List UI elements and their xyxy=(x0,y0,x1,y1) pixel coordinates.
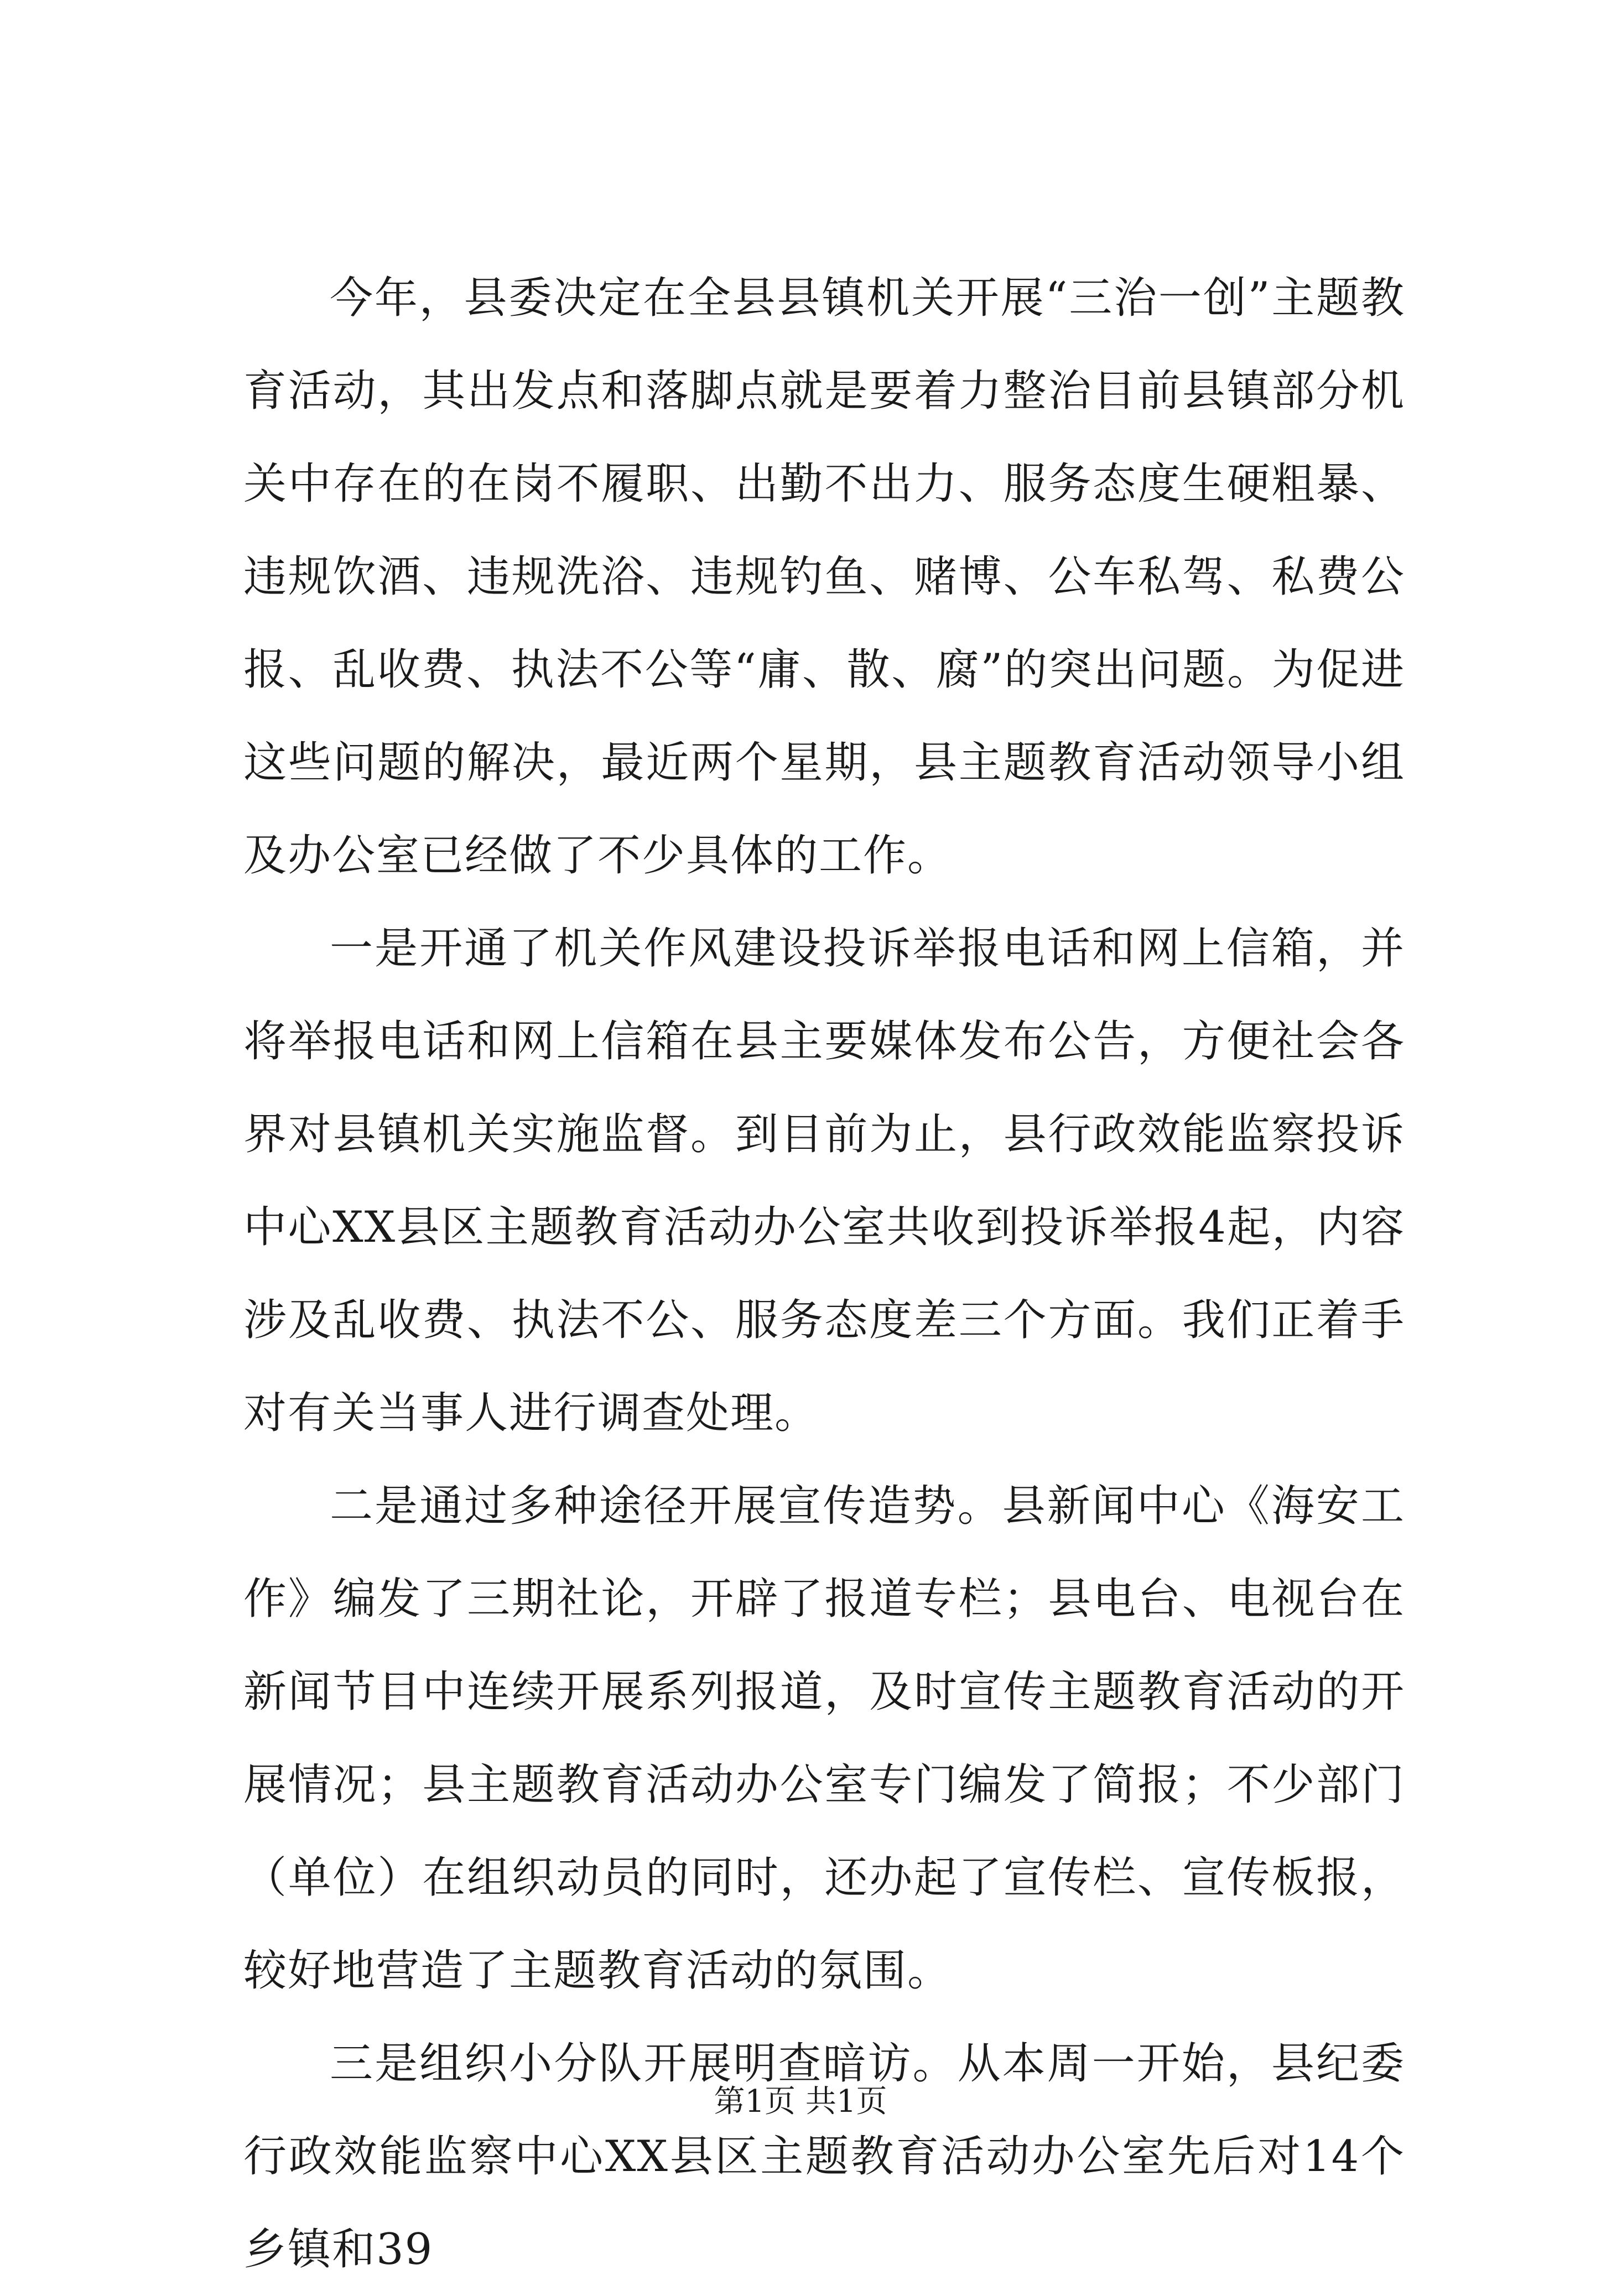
paragraph-item-one: 一是开通了机关作风建设投诉举报电话和网上信箱，并将举报电话和网上信箱在县主要媒体发布公告，方便社会各界对县镇机关实施监督。到目前为止，县行政效能监察投诉中心XX县区主题教育活动办公室共收到投诉举报4起，内容涉及乱收费、执法不公、服务态度差三个方面。我们正着手对有关当事人进行调查处理。 xyxy=(243,924,1405,1438)
paragraph-item-three: 三是组织小分队开展明查暗访。从本周一开始，县纪委行政效能监察中心XX县区主题教育活动办公室先后对14个乡镇和39 xyxy=(243,2039,1405,2274)
page-footer: 第1页 共1页 xyxy=(714,2084,887,2120)
paragraph-intro: 今年，县委决定在全县县镇机关开展“三治一创”主题教育活动，其出发点和落脚点就是要着力整治目前县镇部分机关中存在的在岗不履职、出勤不出力、服务态度生硬粗暴、违规饮酒、违规洗浴、违规钓鱼、赌博、公车私驾、私费公报、乱收费、执法不公等“庸、散、腐”的突出问题。为促进这些问题的解决，最近两个星期，县主题教育活动领导小组及办公室已经做了不少具体的工作。 xyxy=(243,273,1405,881)
document-body xyxy=(243,252,1405,2296)
paragraph-item-two: 二是通过多种途径开展宣传造势。县新闻中心《海安工作》编发了三期社论，开辟了报道专栏；县电台、电视台在新闻节目中连续开展系列报道，及时宣传主题教育活动的开展情况；县主题教育活动办公室专门编发了简报；不少部门（单位）在组织动员的同时，还办起了宣传栏、宣传板报，较好地营造了主题教育活动的氛围。 xyxy=(243,1481,1405,1996)
